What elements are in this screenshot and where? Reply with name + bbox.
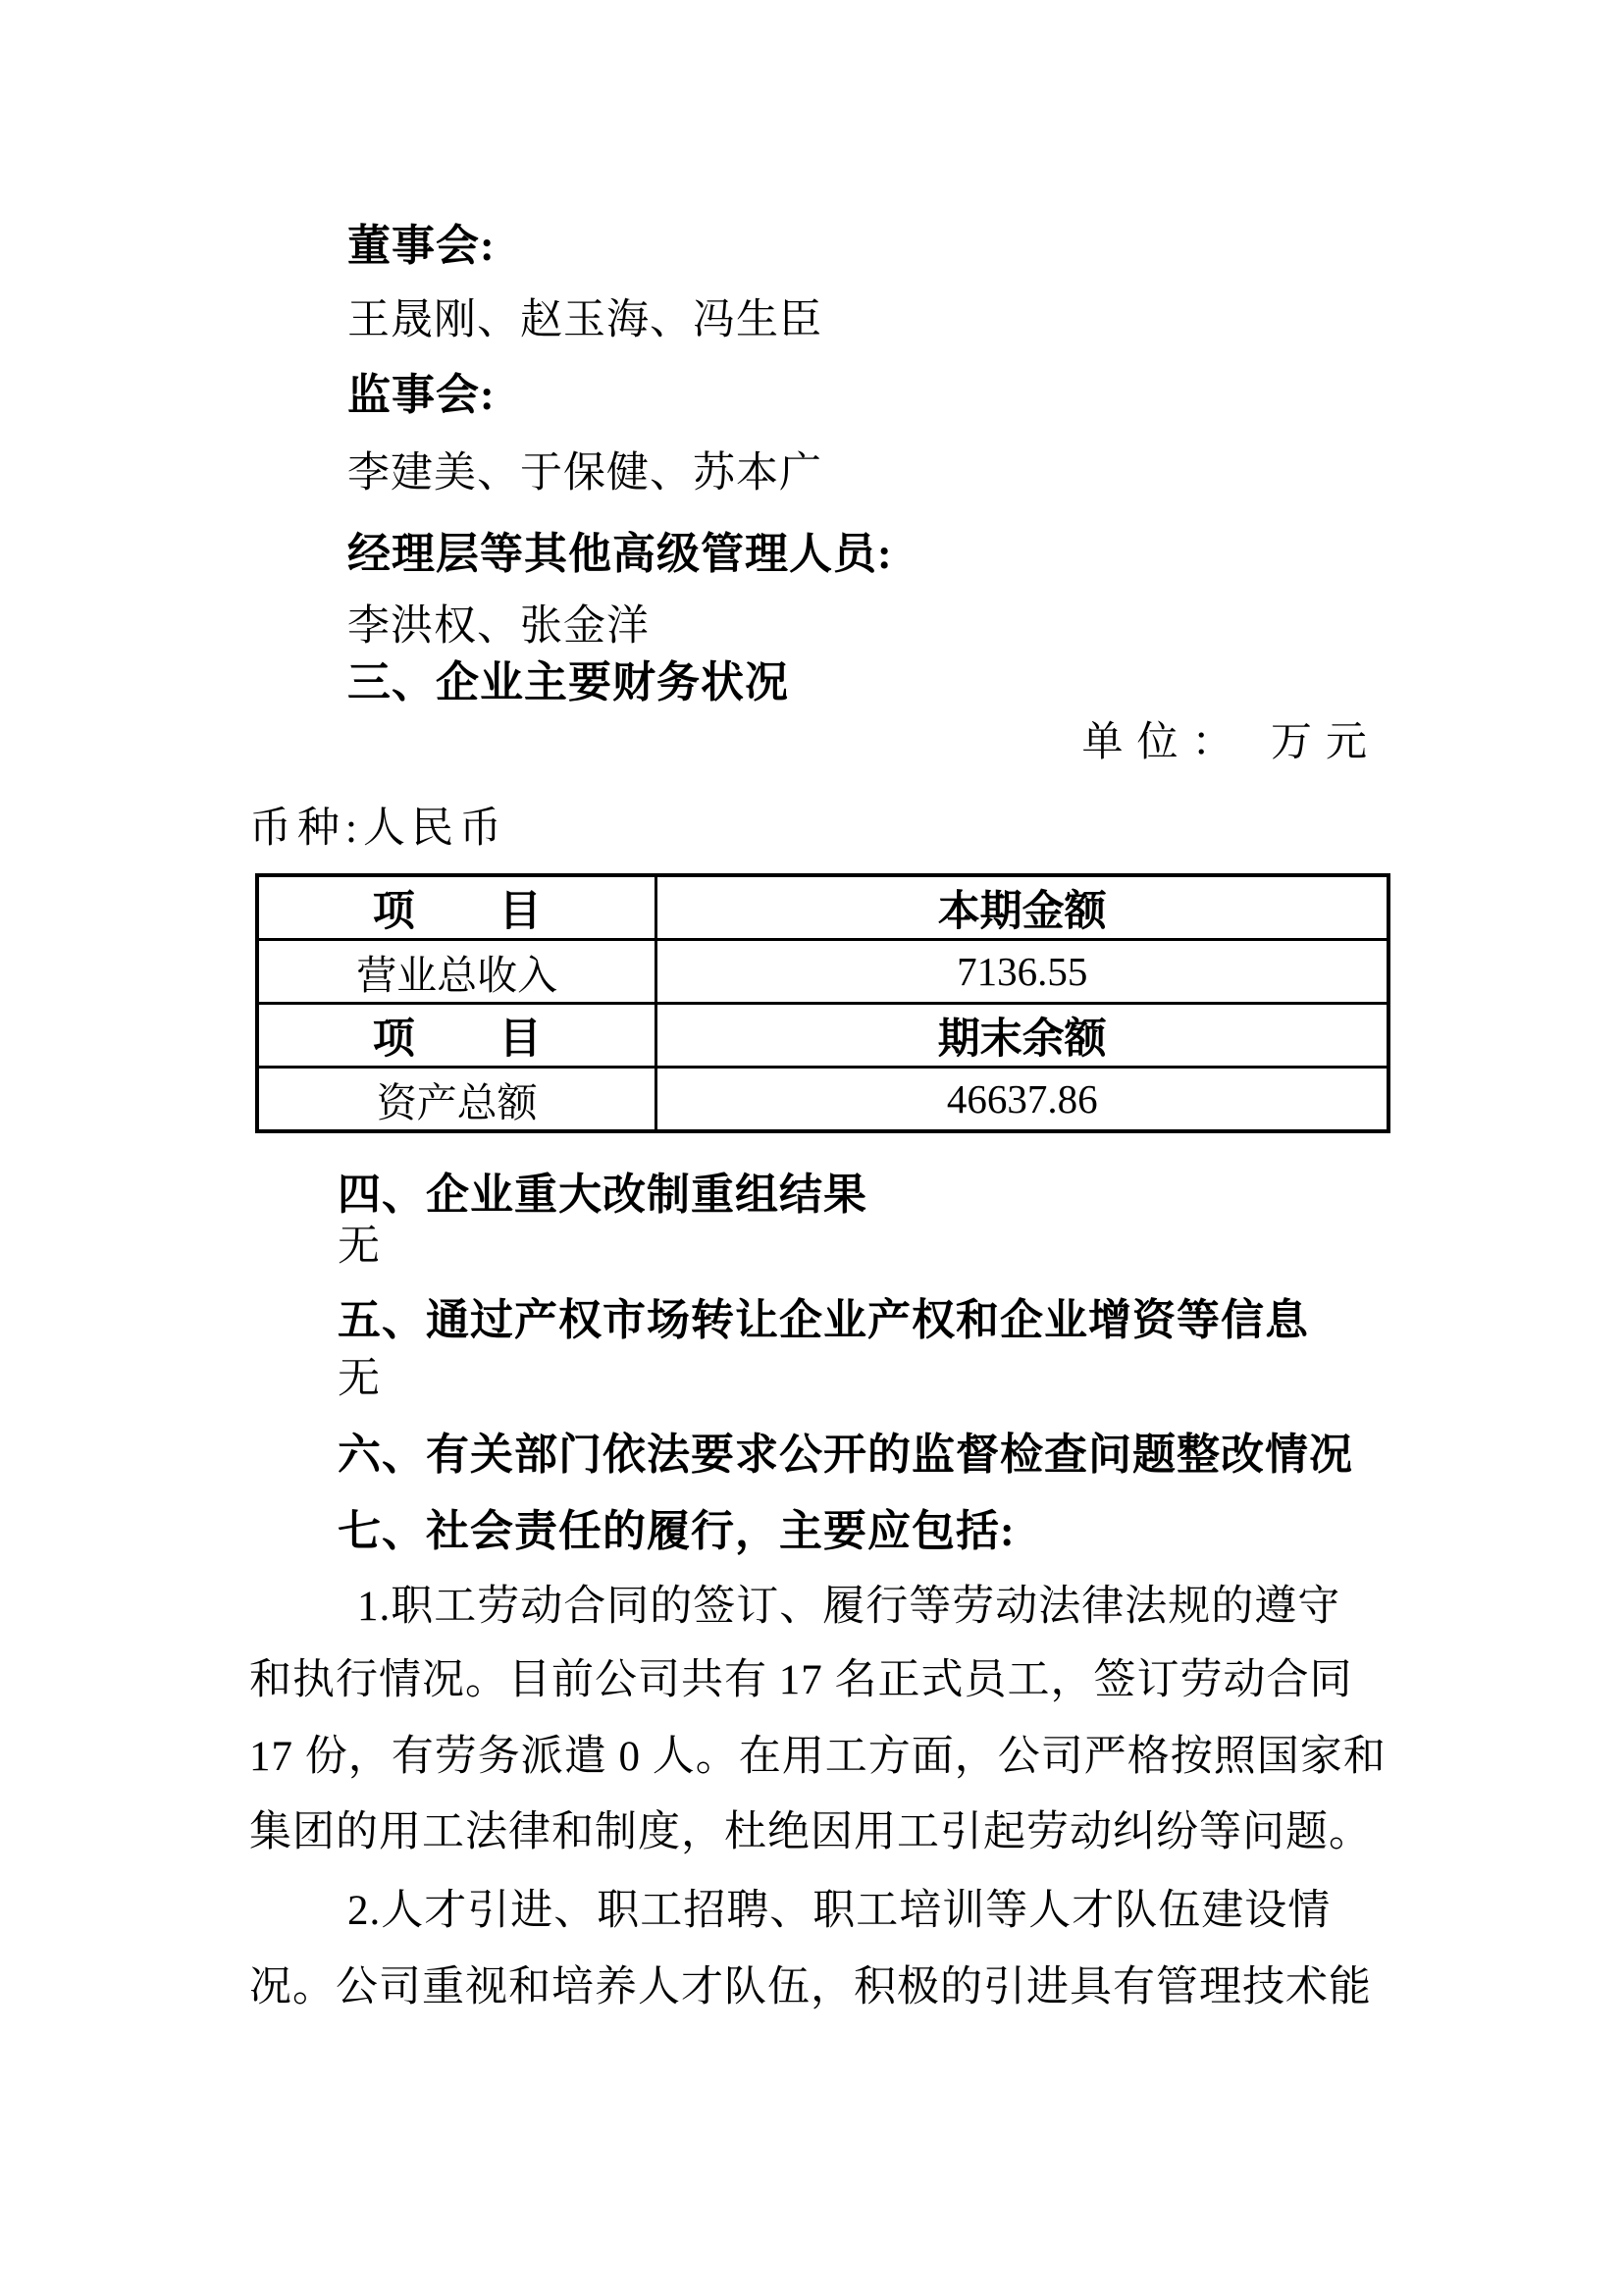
- responsibility-section-heading: 七、社会责任的履行，主要应包括:: [338, 1507, 1016, 1555]
- finance-table-row-assets: [257, 1068, 1388, 1132]
- responsibility-paragraph1-line1: 1.职工劳动合同的签订、履行等劳动法律法规的遵守: [357, 1584, 1341, 1630]
- transfer-section-content: 无: [338, 1356, 381, 1402]
- finance-table-header-current-amount: 本期金额: [656, 875, 1388, 940]
- finance-table-header-row-2: [257, 1004, 1388, 1068]
- management-heading: 经理层等其他高级管理人员:: [347, 530, 893, 578]
- finance-table-header-ending-balance: 期末余额: [656, 1004, 1388, 1068]
- board-heading: 董事会:: [347, 222, 496, 270]
- responsibility-paragraph1-line4: 集团的用工法律和制度，杜绝因用工引起劳动纠纷等问题。: [249, 1809, 1372, 1855]
- finance-table-assets-value: 46637.86: [656, 1068, 1388, 1132]
- supervision-section-heading: 六、有关部门依法要求公开的监督检查问题整改情况: [338, 1431, 1353, 1479]
- responsibility-paragraph1-line3: 17 份，有劳务派遣 0 人。在用工方面，公司严格按照国家和: [249, 1734, 1387, 1780]
- management-members: 李洪权、张金洋: [347, 603, 650, 650]
- finance-table-revenue-value: 7136.55: [656, 940, 1388, 1004]
- transfer-section-heading: 五、通过产权市场转让企业产权和企业增资等信息: [338, 1296, 1309, 1344]
- currency-note: 币种:人民币: [249, 806, 507, 852]
- finance-table-row-revenue: [257, 940, 1388, 1004]
- responsibility-paragraph2-line1: 2.人才引进、职工招聘、职工培训等人才队伍建设情: [347, 1888, 1332, 1934]
- finance-table-header-item-2: 项 目: [257, 1004, 656, 1068]
- unit-note: 单位： 万元: [1081, 720, 1381, 765]
- supervisory-board-heading: 监事会:: [347, 371, 496, 419]
- responsibility-paragraph2-line2: 况。公司重视和培养人才队伍，积极的引进具有管理技术能: [249, 1964, 1372, 2010]
- finance-table-revenue-label: 营业总收入: [257, 940, 656, 1004]
- restructuring-section-content: 无: [338, 1224, 381, 1270]
- restructuring-section-heading: 四、企业重大改制重组结果: [338, 1171, 867, 1219]
- board-members: 王晟刚、赵玉海、冯生臣: [347, 297, 822, 343]
- supervisory-board-members: 李建美、于保健、苏本广: [347, 450, 822, 496]
- finance-section-heading: 三、企业主要财务状况: [347, 658, 789, 706]
- finance-table-header-row: [257, 875, 1388, 940]
- finance-table-header-item: 项 目: [257, 875, 656, 940]
- responsibility-paragraph1-line2: 和执行情况。目前公司共有 17 名正式员工，签订劳动合同: [249, 1657, 1353, 1703]
- finance-table-assets-label: 资产总额: [257, 1068, 656, 1132]
- finance-table: [255, 873, 1390, 1133]
